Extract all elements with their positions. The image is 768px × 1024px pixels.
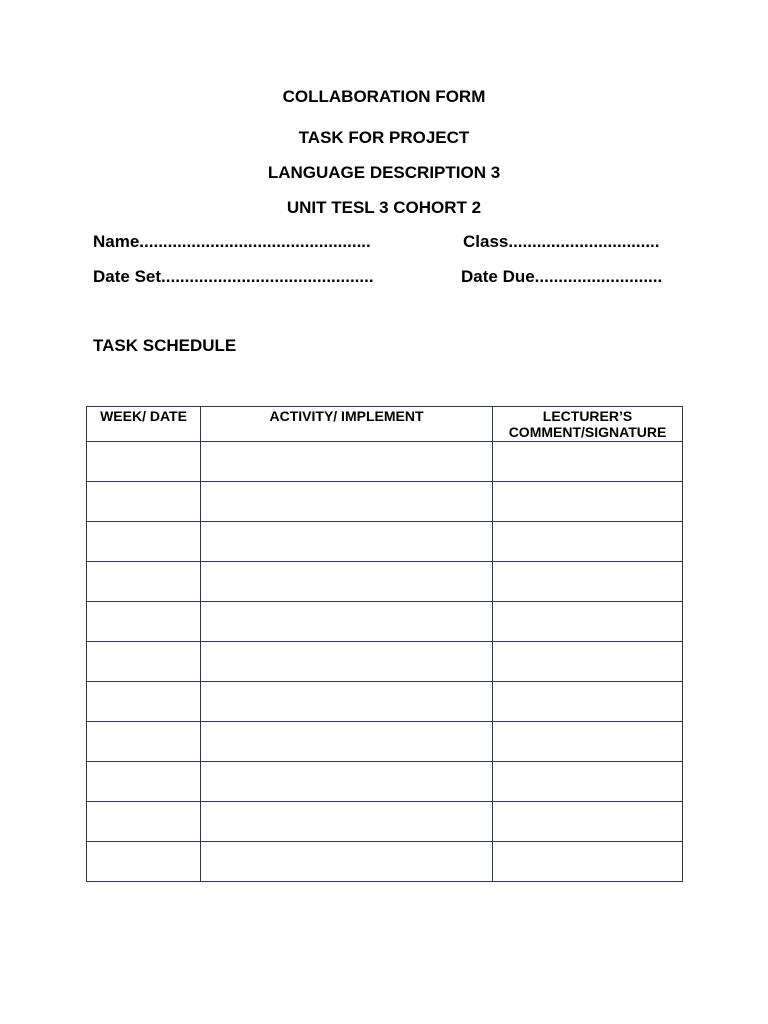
task-schedule-title: TASK SCHEDULE (93, 336, 237, 355)
week-date-cell[interactable] (87, 562, 201, 602)
comment-cell[interactable] (493, 802, 683, 842)
activity-header: ACTIVITY/ IMPLEMENT (201, 407, 493, 442)
date-due-field[interactable]: Date Due........................... (461, 267, 663, 286)
task-schedule-table (86, 406, 683, 882)
week-date-cell[interactable] (87, 762, 201, 802)
week-date-cell[interactable] (87, 802, 201, 842)
week-date-cell[interactable] (87, 642, 201, 682)
week-date-cell[interactable] (87, 842, 201, 882)
week-date-cell[interactable] (87, 682, 201, 722)
comment-cell[interactable] (493, 642, 683, 682)
week-date-cell[interactable] (87, 442, 201, 482)
table-row (87, 442, 683, 482)
unit-cohort: UNIT TESL 3 COHORT 2 (286, 198, 482, 217)
activity-cell[interactable] (201, 522, 493, 562)
table-row (87, 802, 683, 842)
comment-cell[interactable] (493, 482, 683, 522)
form-title: COLLABORATION FORM (282, 87, 486, 106)
activity-cell[interactable] (201, 682, 493, 722)
table-row (87, 642, 683, 682)
date-set-field[interactable]: Date Set............................................. (93, 267, 374, 286)
comment-header-line2: COMMENT/SIGNATURE (508, 424, 667, 440)
week-date-cell[interactable] (87, 722, 201, 762)
form-subtitle: TASK FOR PROJECT (298, 128, 470, 147)
comment-cell[interactable] (493, 762, 683, 802)
table-row (87, 522, 683, 562)
name-field[interactable]: Name................................................. (93, 232, 371, 251)
activity-cell[interactable] (201, 482, 493, 522)
table-row (87, 842, 683, 882)
activity-cell[interactable] (201, 642, 493, 682)
comment-cell[interactable] (493, 442, 683, 482)
comment-cell[interactable] (493, 522, 683, 562)
table-row (87, 562, 683, 602)
table-row (87, 682, 683, 722)
week-date-header: WEEK/ DATE (87, 407, 201, 442)
activity-cell[interactable] (201, 762, 493, 802)
activity-cell[interactable] (201, 442, 493, 482)
activity-cell[interactable] (201, 722, 493, 762)
week-date-cell[interactable] (87, 482, 201, 522)
comment-cell[interactable] (493, 562, 683, 602)
table-row (87, 482, 683, 522)
table-row (87, 602, 683, 642)
table-row (87, 762, 683, 802)
week-date-cell[interactable] (87, 602, 201, 642)
comment-cell[interactable] (493, 842, 683, 882)
table-header-row (87, 407, 683, 442)
activity-cell[interactable] (201, 802, 493, 842)
comment-header-line1: LECTURER’S (542, 408, 633, 424)
comment-header (493, 407, 683, 442)
comment-cell[interactable] (493, 682, 683, 722)
class-field[interactable]: Class................................ (463, 232, 660, 251)
table-row (87, 722, 683, 762)
activity-cell[interactable] (201, 562, 493, 602)
comment-cell[interactable] (493, 722, 683, 762)
course-name: LANGUAGE DESCRIPTION 3 (267, 163, 501, 182)
activity-cell[interactable] (201, 842, 493, 882)
week-date-cell[interactable] (87, 522, 201, 562)
comment-cell[interactable] (493, 602, 683, 642)
activity-cell[interactable] (201, 602, 493, 642)
